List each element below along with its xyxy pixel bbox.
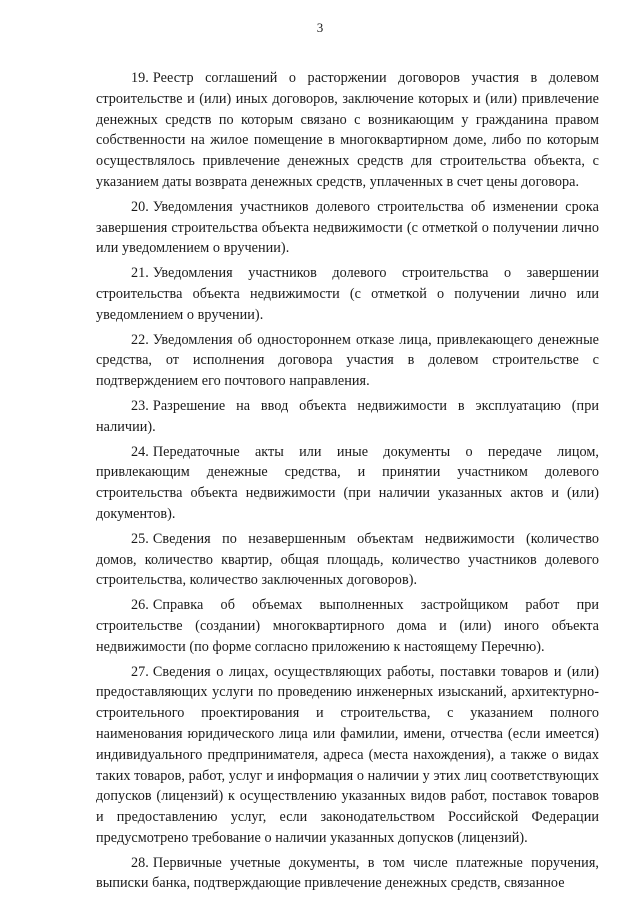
- item-text: Разрешение на ввод объекта недвижимости в эксплуатацию (при наличии).: [96, 397, 599, 435]
- list-item-28: [96, 853, 599, 895]
- item-text: Реестр соглашений о расторжении договоров участия в долевом строительстве и (или) иных договоров, заключение которых и (или) привлечение денежных средств по которым связано с возникающим у гражданина правом собственности на жилое помещение в многоквартирном доме, либо по которым осуществлялось привлечение денежных средств для строительства объекта, с указанием даты возврата денежных средств, уплаченных в счет цены договора.: [96, 70, 599, 190]
- item-number: 22.: [131, 331, 149, 348]
- list-item-24: [96, 442, 599, 525]
- item-text: Уведомления об одностороннем отказе лица, привлекающего денежные средства, от исполнения договора участия в долевом строительстве с подтверждением его почтового направления.: [96, 331, 599, 390]
- item-text: Справка об объемах выполненных застройщиком работ при строительстве (создании) многоквартирного дома и (или) иного объекта недвижимости (по форме согласно приложению к настоящему Перечню).: [96, 597, 599, 655]
- item-number: 19.: [131, 70, 149, 86]
- page-number: 3: [316, 20, 324, 35]
- item-text: Уведомления участников долевого строительства о завершении строительства объекта недвижимости (с отметкой о получении лично или уведомлением о вручении).: [96, 265, 599, 323]
- list-item-23: [96, 396, 599, 438]
- item-text: Первичные учетные документы, в том числе платежные поручения, выписки банка, подтверждающие привлечение денежных средств, связанное: [96, 854, 599, 892]
- item-number: 27.: [131, 663, 149, 680]
- item-number: 21.: [131, 265, 149, 282]
- list-item-20: [96, 197, 599, 259]
- list-item-27: [96, 662, 599, 849]
- item-text: Передаточные акты или иные документы о передаче лицом, привлекающим денежные средства, и принятии участником долевого строительства объекта недвижимости (при наличии указанных актов и (или) документов).: [96, 443, 599, 522]
- item-number: 28.: [131, 854, 149, 871]
- list-item-21: [96, 263, 599, 325]
- list-item-19: [96, 68, 599, 193]
- item-number: 25.: [131, 530, 149, 547]
- list-item-25: [96, 529, 599, 591]
- item-text: Сведения по незавершенным объектам недвижимости (количество домов, количество квартир, общая площадь, количество участников долевого строительства, количество заключенных договоров).: [96, 530, 599, 589]
- list-item-26: [96, 595, 599, 657]
- item-number: 23.: [131, 397, 149, 414]
- list-item-22: [96, 330, 599, 392]
- item-text: Уведомления участников долевого строительства об изменении срока завершения строительства объекта недвижимости (с отметкой о получении лично или уведомлением о вручении).: [96, 198, 599, 257]
- item-number: 26.: [131, 597, 149, 614]
- item-number: 20.: [131, 198, 149, 215]
- item-text: Сведения о лицах, осуществляющих работы, поставки товаров и (или) предоставляющих услуги по проведению инженерных изысканий, архитектурно-строительного проектирования и строительства, с указанием полного наименования юридического лица или фамилии, имени, отчества (если имеется) индивидуального предпринимателя, адреса (места нахождения), а также о видах таких товаров, работ, услуг и информация о наличии у этих лиц соответствующих допусков (лицензий) к осуществлению указанных видов работ, поставок товаров и предоставлению услуг, если законодательством Российской Федерации предусмотрено требование о наличии указанных допусков (лицензий).: [96, 663, 599, 846]
- document-body: [96, 68, 599, 898]
- item-number: 24.: [131, 443, 149, 460]
